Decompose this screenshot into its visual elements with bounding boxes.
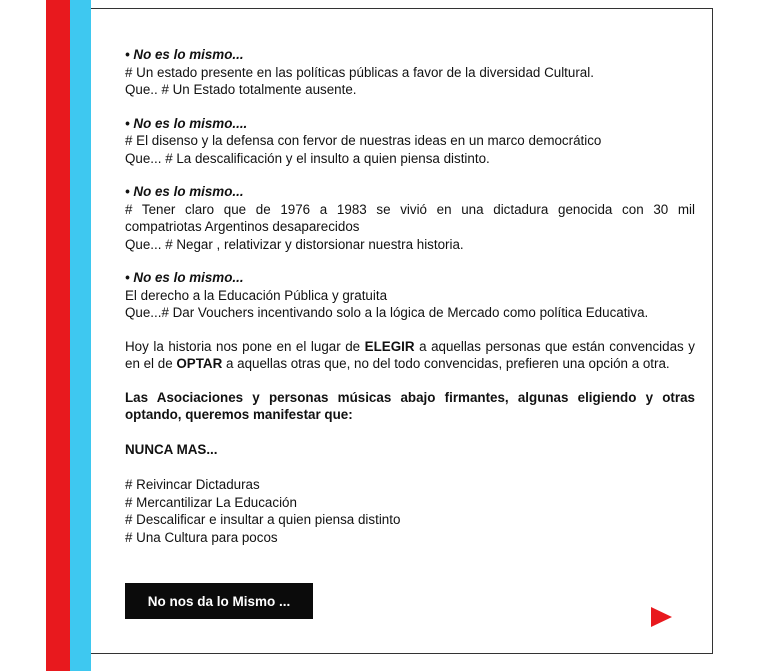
red-stripe bbox=[46, 0, 70, 671]
section-line: # Tener claro que de 1976 a 1983 se vivió en una dictadura genocida con 30 mil bbox=[125, 201, 695, 217]
section-3 bbox=[125, 183, 695, 253]
section-line: Que... # La descalificación y el insulto a quien piensa distinto. bbox=[125, 150, 490, 166]
section-heading: • No es lo mismo... bbox=[125, 184, 244, 199]
paragraph-hoy-part1: Hoy la historia nos pone en el lugar de bbox=[125, 338, 365, 354]
nunca-mas-list bbox=[125, 476, 695, 546]
no-nos-da-lo-mismo-button[interactable]: No nos da lo Mismo ... bbox=[125, 583, 313, 619]
section-line: El derecho a la Educación Pública y gratuita bbox=[125, 287, 388, 303]
paragraph-asociaciones: Las Asociaciones y personas músicas abajo firmantes, algunas eligiendo y otras optando, queremos manifestar que: bbox=[125, 389, 695, 422]
section-line: Que.. # Un Estado totalmente ausente. bbox=[125, 82, 357, 97]
section-4 bbox=[125, 269, 695, 322]
section-line: compatriotas Argentinos desaparecidos bbox=[125, 219, 360, 234]
blue-stripe bbox=[70, 0, 91, 671]
section-heading: • No es lo mismo.... bbox=[125, 115, 248, 131]
document-content bbox=[125, 46, 695, 546]
list-item: # Mercantilizar La Educación bbox=[125, 494, 297, 510]
section-line: Que... # Negar , relativizar y distorsionar nuestra historia. bbox=[125, 236, 464, 252]
section-line: # Un estado presente en las políticas públicas a favor de la diversidad Cultural. bbox=[125, 64, 594, 80]
paragraph-hoy-part3: a aquellas otras que, no del todo convencidas, prefieren una opción a otra. bbox=[222, 356, 670, 371]
section-line: # El disenso y la defensa con fervor de nuestras ideas en un marco democrático bbox=[125, 133, 602, 148]
play-triangle-icon[interactable] bbox=[651, 607, 672, 627]
section-heading: • No es lo mismo... bbox=[125, 270, 244, 285]
word-elegir: ELEGIR bbox=[364, 338, 415, 354]
list-item: # Descalificar e insultar a quien piensa distinto bbox=[125, 512, 401, 527]
word-optar: OPTAR bbox=[176, 356, 223, 371]
section-1 bbox=[125, 46, 695, 99]
paragraph-hoy-part2: a aquellas personas que están convencidas y en el de bbox=[125, 338, 695, 371]
list-item: # Una Cultura para pocos bbox=[125, 529, 278, 545]
section-line: Que...# Dar Vouchers incentivando solo a la lógica de Mercado como política Educativa. bbox=[125, 305, 649, 320]
section-heading: • No es lo mismo... bbox=[125, 47, 244, 62]
nunca-mas-heading: NUNCA MAS... bbox=[125, 441, 218, 457]
section-2 bbox=[125, 115, 695, 168]
paragraph-hoy bbox=[125, 338, 695, 373]
list-item: # Reivincar Dictaduras bbox=[125, 477, 260, 492]
